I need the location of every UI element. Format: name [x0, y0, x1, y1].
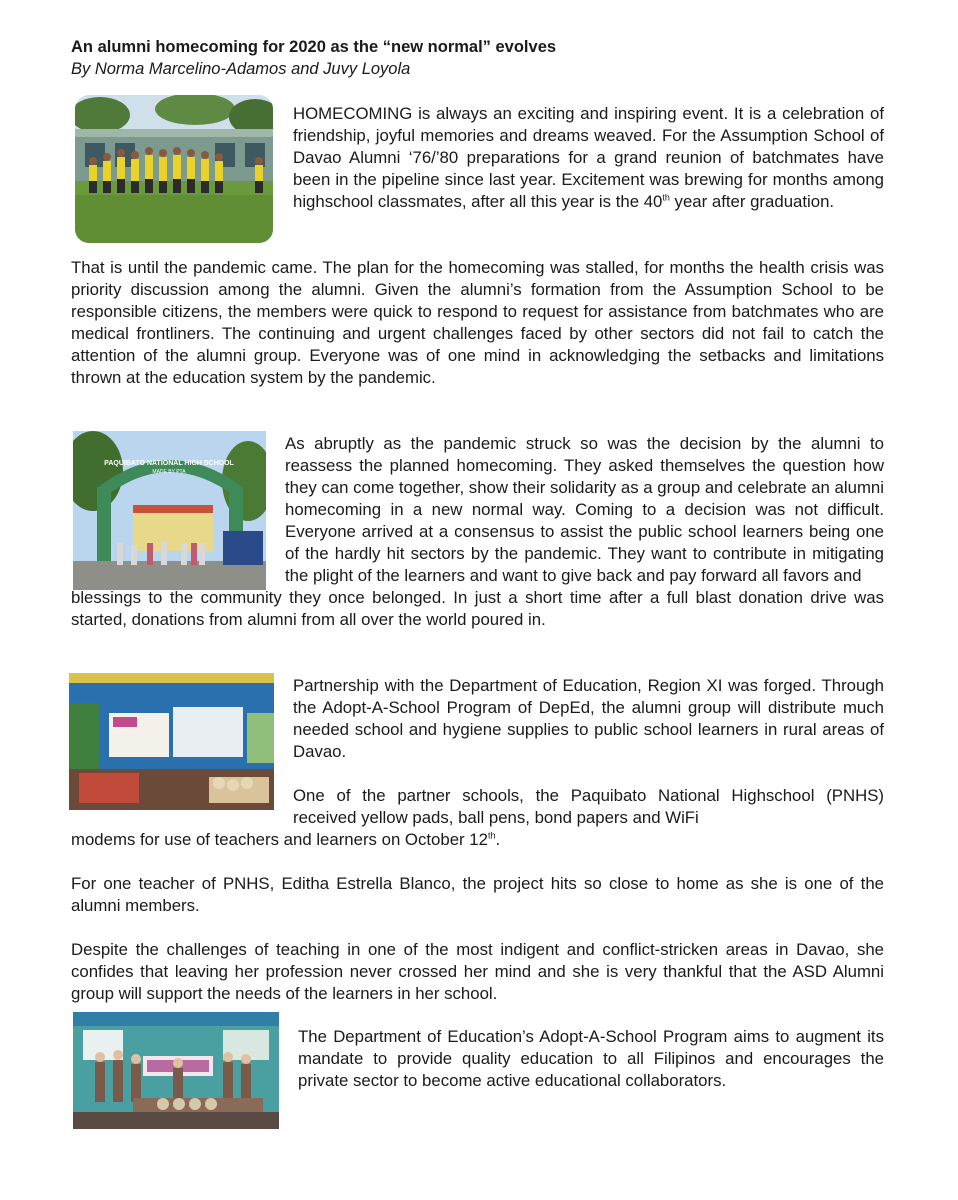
paragraph-6: For one teacher of PNHS, Editha Estrella Blanco, the project hits so close to home as she is one of the alumni members. [71, 874, 884, 915]
paragraph-7: Despite the challenges of teaching in one of the most indigent and conflict-stricken areas in Davao, she confides that leaving her profession never crossed her mind and she is very thankful that the ASD Alumni group will support the needs of the learners in her school. [71, 940, 884, 1003]
paragraph-5-continued: modems for use of teachers and learners on October 12th. [71, 830, 501, 849]
paragraph-5-block [71, 785, 884, 851]
paragraph-3-continued: blessings to the community they once belonged. In just a short time after a full blast donation drive was started, donations from alumni from all over the world poured in. [71, 588, 884, 629]
paragraph-3: As abruptly as the pandemic struck so was the decision by the alumni to reassess the planned homecoming. They asked themselves the question how they can come together, show their solidarity as a group and celebrate an alumni homecoming in a new normal way. Coming to a decision was not difficult. Everyone arrived at a consensus to assist the public school learners being one of the hardly hit sectors by the pandemic. They want to contribute in mitigating the plight of the learners and want to give back and pay forward all favors and [285, 434, 884, 585]
paragraph-2: That is until the pandemic came. The plan for the homecoming was stalled, for months the health crisis was priority discussion among the alumni. Given the alumni’s formation from the Assumption School to be responsible citizens, the members were quick to respond to request for assistance from batchmates who are medical frontliners. The continuing and urgent challenges faced by other sectors did not fail to catch the attention of the alumni group. Everyone was of one mind in acknowledging the setbacks and limitations thrown at the education system by the pandemic. [71, 258, 884, 387]
paragraph-4: Partnership with the Department of Education, Region XI was forged. Through the Adopt-A-School Program of DepEd, the alumni group will distribute much needed school and hygiene supplies to public school learners in rural areas of Davao. [293, 676, 884, 761]
donation-handover-photo [73, 1012, 279, 1129]
article-title: An alumni homecoming for 2020 as the “new normal” evolves [71, 38, 557, 56]
article-byline: By Norma Marcelino-Adamos and Juvy Loyola [71, 60, 411, 78]
paragraph-3-block [71, 433, 884, 631]
paragraph-1: HOMECOMING is always an exciting and inspiring event. It is a celebration of friendship, joyful memories and dreams weaved. For the Assumption School of Davao Alumni ‘76/’80 preparations for a grand reunion of batchmates have been in the pipeline since last year. Excitement was brewing for months among highschool classmates, after all this year is the 40th year after graduation. [293, 104, 884, 211]
gate-sign-subtext: MADE BY PTA [152, 469, 186, 475]
paragraph-5: One of the partner schools, the Paquibato National Highschool (PNHS) received yellow pads, ball pens, bond papers and WiFi [293, 786, 884, 827]
alumni-group-photo [75, 95, 273, 243]
paragraph-8: The Department of Education’s Adopt-A-School Program aims to augment its mandate to provide quality education to all Filipinos and encourages the private sector to become active educational collaborators. [298, 1027, 884, 1090]
gate-sign-text: PAQUIBATO NATIONAL HIGH SCHOOL [104, 460, 234, 467]
